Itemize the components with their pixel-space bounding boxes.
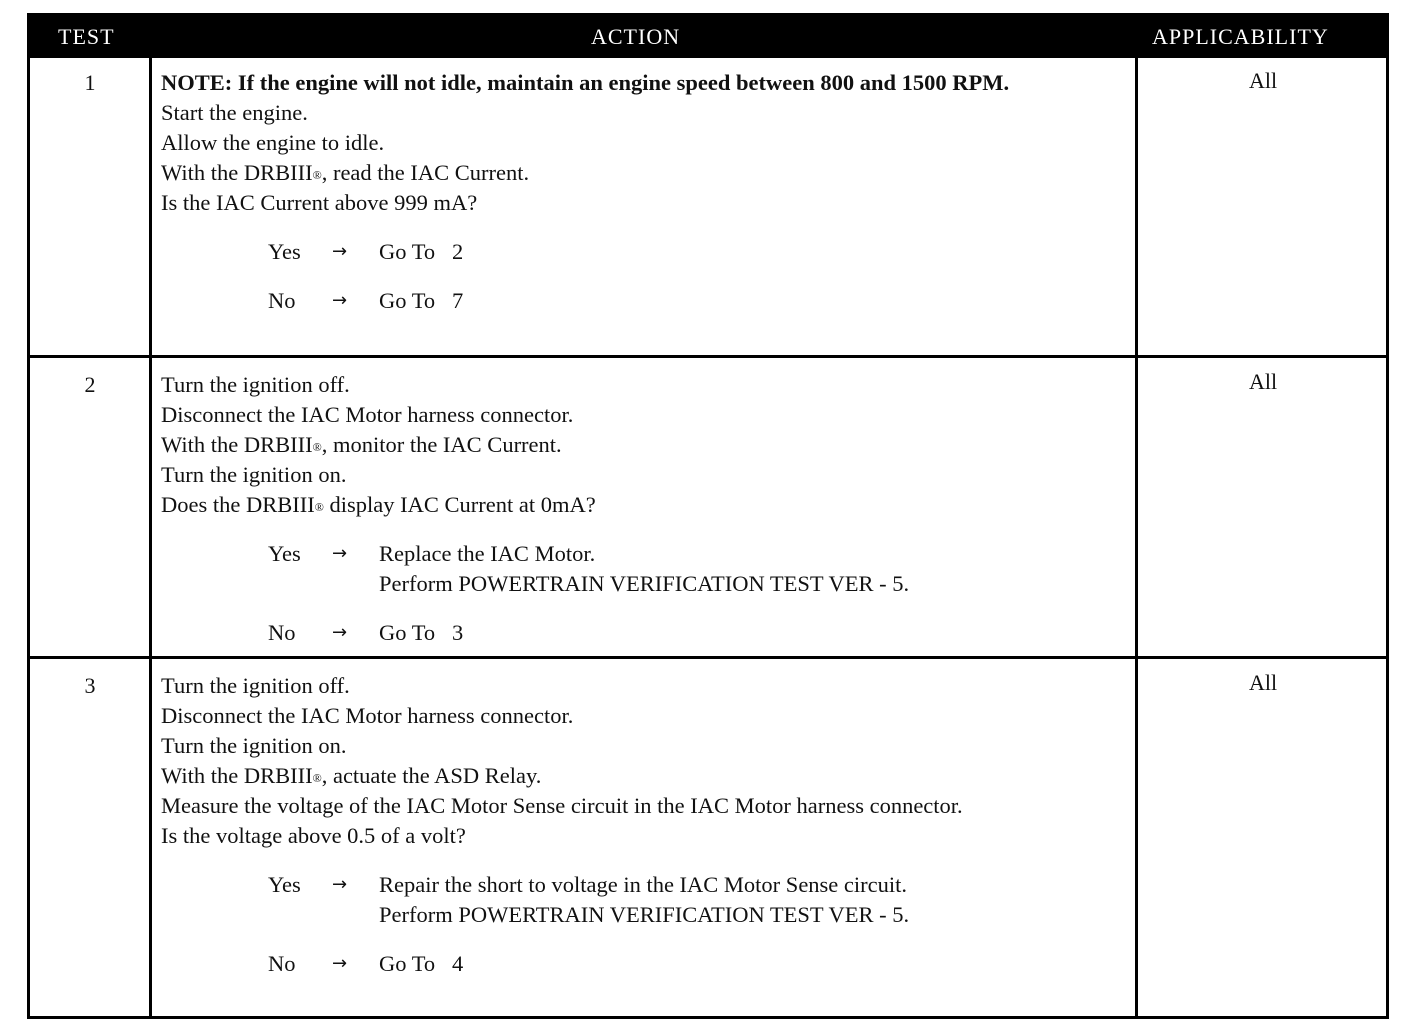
action-step: Measure the voltage of the IAC Motor Sense circuit in the IAC Motor harness connector. <box>161 793 963 818</box>
action-step: Allow the engine to idle. <box>161 130 385 155</box>
applicability-value: All <box>1248 68 1278 93</box>
action-cell <box>161 68 1131 316</box>
no-label: No <box>268 288 296 313</box>
action-step: With the DRBIII®, read the IAC Current. <box>161 160 530 185</box>
action-step: Turn the ignition off. <box>161 673 350 698</box>
header-applicability: APPLICABILITY <box>1152 24 1329 49</box>
header-test: TEST <box>58 24 115 49</box>
action-cell <box>161 370 1131 648</box>
yes-branch-continued <box>161 569 1131 599</box>
action-step: Start the engine. <box>161 100 308 125</box>
no-result: Go To 3 <box>379 620 464 645</box>
yes-branch <box>161 870 1131 900</box>
no-result: Go To 7 <box>379 288 464 313</box>
action-step: Turn the ignition on. <box>161 462 347 487</box>
arrow-right-icon: → <box>332 874 348 895</box>
diagnostic-test-table <box>27 13 1389 1019</box>
arrow-right-icon: → <box>332 241 348 262</box>
yes-result: Replace the IAC Motor. <box>379 541 596 566</box>
yes-label: Yes <box>268 239 301 264</box>
action-step: With the DRBIII®, monitor the IAC Current. <box>161 432 562 457</box>
yes-branch <box>161 539 1131 569</box>
action-cell <box>161 671 1131 979</box>
yes-result: Go To 2 <box>379 239 464 264</box>
table-row-test-1 <box>30 58 1386 355</box>
action-step: Is the voltage above 0.5 of a volt? <box>161 823 466 848</box>
arrow-right-icon: → <box>332 953 348 974</box>
yes-result: Perform POWERTRAIN VERIFICATION TEST VER - 5. <box>379 902 910 927</box>
applicability-value: All <box>1248 369 1278 394</box>
action-step: Turn the ignition off. <box>161 372 350 397</box>
yes-result: Repair the short to voltage in the IAC Motor Sense circuit. <box>379 872 908 897</box>
table-row-test-2 <box>30 358 1386 656</box>
action-step: With the DRBIII®, actuate the ASD Relay. <box>161 763 542 788</box>
yes-label: Yes <box>268 872 301 897</box>
action-step: Turn the ignition on. <box>161 733 347 758</box>
header-action: ACTION <box>591 24 681 49</box>
action-step: Does the DRBIII® display IAC Current at 0mA? <box>161 492 596 517</box>
table-header <box>30 16 1386 58</box>
arrow-right-icon: → <box>332 543 348 564</box>
action-note: NOTE: If the engine will not idle, maintain an engine speed between 800 and 1500 RPM. <box>161 70 1010 95</box>
test-number: 3 <box>84 673 96 698</box>
test-number: 1 <box>84 70 96 95</box>
yes-label: Yes <box>268 541 301 566</box>
arrow-right-icon: → <box>332 622 348 643</box>
table-row-test-3 <box>30 659 1386 1016</box>
no-label: No <box>268 951 296 976</box>
yes-branch <box>161 237 1131 267</box>
action-step: Is the IAC Current above 999 mA? <box>161 190 478 215</box>
no-branch <box>161 949 1131 979</box>
yes-result: Perform POWERTRAIN VERIFICATION TEST VER - 5. <box>379 571 910 596</box>
no-branch <box>161 286 1131 316</box>
action-step: Disconnect the IAC Motor harness connector. <box>161 402 574 427</box>
no-result: Go To 4 <box>379 951 464 976</box>
test-number: 2 <box>84 372 96 397</box>
action-step: Disconnect the IAC Motor harness connector. <box>161 703 574 728</box>
no-label: No <box>268 620 296 645</box>
applicability-value: All <box>1248 670 1278 695</box>
no-branch <box>161 618 1131 648</box>
yes-branch-continued <box>161 900 1131 930</box>
arrow-right-icon: → <box>332 290 348 311</box>
